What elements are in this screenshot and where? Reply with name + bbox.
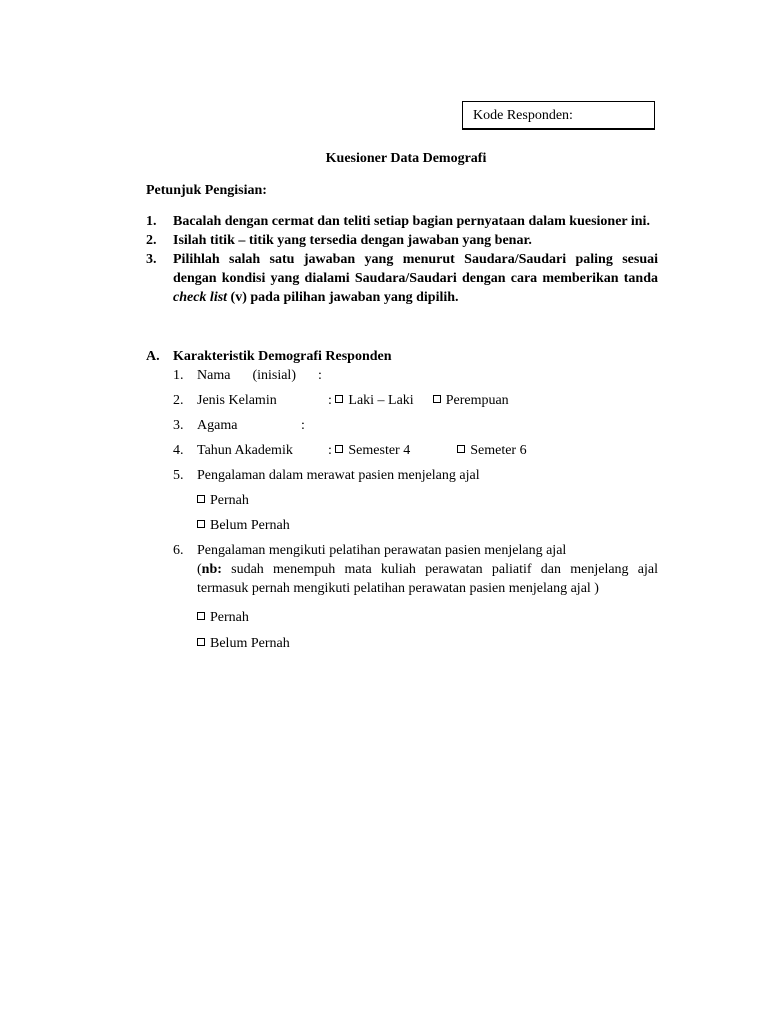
option-label: Laki – Laki (348, 393, 414, 408)
question-label: Agama (197, 418, 238, 433)
instruction-text-part: (v) pada pilihan jawaban yang dipilih. (227, 289, 459, 305)
instruction-item (146, 232, 658, 251)
option-laki-laki[interactable] (335, 393, 413, 408)
page-title: Kuesioner Data Demografi (325, 151, 487, 166)
question-pengalaman-pelatihan (173, 542, 658, 599)
question-number: 3. (173, 418, 184, 433)
instruction-text (173, 251, 658, 308)
option-label: Belum Pernah (210, 636, 290, 651)
instruction-item (146, 251, 658, 308)
option-semester-6[interactable] (457, 443, 526, 458)
checkbox-icon[interactable] (197, 495, 205, 503)
question-label: Tahun Akademik (197, 443, 293, 458)
kode-responden-box[interactable] (462, 101, 655, 130)
checkbox-icon[interactable] (197, 612, 205, 620)
checkbox-icon[interactable] (197, 638, 205, 646)
instruction-number: 1. (146, 214, 157, 229)
question-text (197, 542, 658, 599)
option-label: Pernah (210, 493, 249, 508)
question-pengalaman-merawat (173, 467, 480, 486)
kode-responden-label: Kode Responden: (473, 108, 573, 123)
question-colon: : (328, 393, 332, 408)
option-label: Semester 4 (348, 443, 411, 458)
option-label: Pernah (210, 610, 249, 625)
section-a-heading (146, 348, 392, 367)
question-number: 6. (173, 543, 184, 558)
question-number: 2. (173, 393, 184, 408)
note-label: nb: (201, 561, 222, 577)
question-jenis-kelamin (173, 392, 509, 411)
option-label: Semeter 6 (470, 443, 527, 458)
option-pernah[interactable] (197, 492, 249, 511)
question-tahun-akademik (173, 442, 527, 461)
question-number: 1. (173, 368, 184, 383)
question-label: Nama (197, 368, 231, 383)
option-label: Belum Pernah (210, 518, 290, 533)
question-label: Pengalaman mengikuti pelatihan perawatan pasien menjelang ajal (197, 543, 567, 558)
section-label: A. (146, 349, 160, 364)
checkbox-icon[interactable] (457, 445, 465, 453)
question-sublabel: (inisial) (252, 368, 296, 383)
checkbox-icon[interactable] (433, 395, 441, 403)
question-number: 5. (173, 468, 184, 483)
question-colon[interactable]: : (317, 368, 322, 383)
question-colon[interactable]: : (301, 418, 305, 433)
instruction-number: 2. (146, 232, 157, 248)
instruction-text: Bacalah dengan cermat dan teliti setiap bagian pernyataan dalam kuesioner ini. (173, 214, 650, 229)
option-belum-pernah[interactable] (197, 635, 290, 654)
checkbox-icon[interactable] (197, 520, 205, 528)
instruction-number: 3. (146, 251, 157, 267)
option-perempuan[interactable] (433, 393, 509, 408)
question-colon: : (328, 443, 332, 458)
instruction-italic: check list (173, 289, 228, 305)
note-text: sudah menempuh mata kuliah perawatan paliatif dan menjelang ajal termasuk pernah mengikuti pelatihan perawatan pasien menjelang ajal ) (197, 561, 658, 596)
question-label: Pengalaman dalam merawat pasien menjelang ajal (197, 468, 480, 483)
question-label: Jenis Kelamin (197, 393, 277, 408)
instructions-heading: Petunjuk Pengisian: (146, 183, 267, 198)
instruction-text-part: Pilihlah salah satu jawaban yang menurut Saudara/Saudari paling sesuai dengan kondisi yang dialami Saudara/Saudari dengan cara memberikan tanda (173, 251, 658, 286)
instruction-item (146, 213, 658, 232)
note-open: ( (197, 561, 202, 577)
instructions-list (146, 213, 658, 307)
instruction-text: Isilah titik – titik yang tersedia dengan jawaban yang benar. (173, 232, 532, 248)
question-number: 4. (173, 443, 184, 458)
question-nama (173, 367, 322, 386)
option-belum-pernah[interactable] (197, 517, 290, 536)
question-agama (173, 417, 305, 436)
option-semester-4[interactable] (335, 443, 410, 458)
option-label: Perempuan (445, 393, 509, 408)
checkbox-icon[interactable] (335, 395, 343, 403)
section-title: Karakteristik Demografi Responden (173, 349, 392, 364)
checkbox-icon[interactable] (335, 445, 343, 453)
option-pernah[interactable] (197, 609, 249, 628)
